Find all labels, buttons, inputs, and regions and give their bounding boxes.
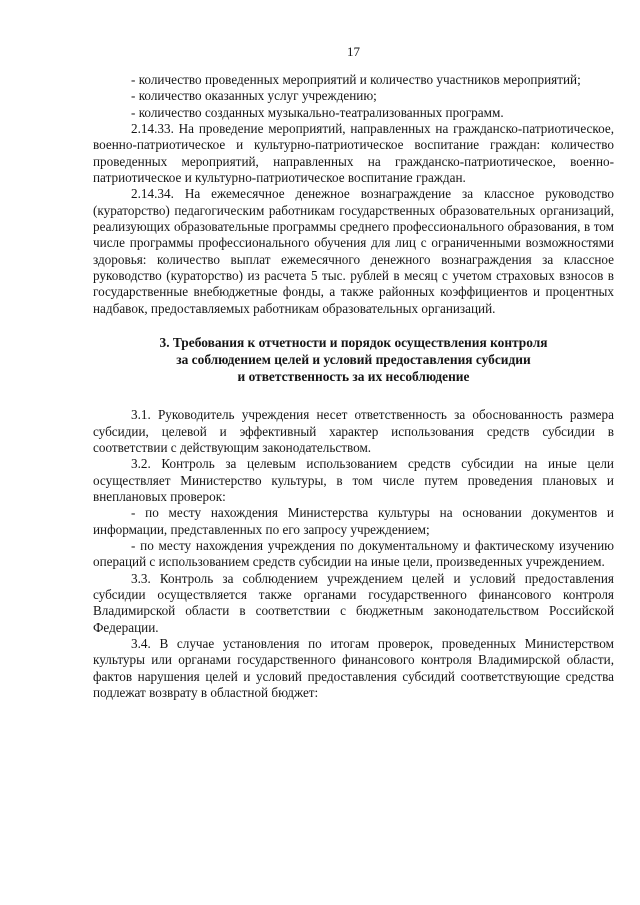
section-3-heading-line-2: за соблюдением целей и условий предоставления субсидии bbox=[176, 352, 531, 368]
paragraph-3-2-item-ministry: - по месту нахождения Министерства культуры на основании документов и информации, представленных по его запросу учреждением; bbox=[93, 505, 614, 537]
paragraph-services-count: - количество оказанных услуг учреждению; bbox=[131, 88, 377, 104]
paragraph-2-14-33: 2.14.33. На проведение мероприятий, направленных на гражданско-патриотическое, военно-патриотическое и культурно-патриотическое воспитание граждан: количество проведенных мероприятий, направленных на гражданско-патриотическое, военно-патриотическое и культурно-патриотическое воспитание граждан. bbox=[93, 121, 614, 186]
section-3-heading-line-3: и ответственность за их несоблюдение bbox=[237, 369, 470, 385]
paragraph-programs-count: - количество созданных музыкально-театрализованных программ. bbox=[131, 104, 504, 120]
paragraph-3-2: 3.2. Контроль за целевым использованием средств субсидии на иные цели осуществляет Министерство культуры, в том числе путем проведения плановых и внеплановых проверок: bbox=[93, 456, 614, 504]
section-3-heading-line-1: 3. Требования к отчетности и порядок осуществления контроля bbox=[159, 335, 548, 351]
paragraph-3-4: 3.4. В случае установления по итогам проверок, проведенных Министерством культуры или органами государственного финансового контроля Владимирской области, фактов нарушения целей и условий предоставления субсидий соответствующие средства подлежат возврату в областной бюджет: bbox=[93, 635, 614, 700]
paragraph-2-14-34: 2.14.34. На ежемесячное денежное вознаграждение за классное руководство (кураторство) педагогическим работникам государственных образовательных организаций, реализующих образовательные программы среднего профессионального образования, в том числе программы профессионального обучения для лиц с ограниченными возможностями здоровья: количество выплат ежемесячного денежного вознаграждения за классное руководство (кураторство) из расчета 5 тыс. рублей в месяц с учетом страховых взносов в государственные внебюджетные фонды, а также районных коэффициентов и процентных надбавок, предоставляемых работникам образовательных организаций. bbox=[93, 186, 614, 316]
paragraph-participants-count: - количество проведенных мероприятий и количество участников мероприятий; bbox=[131, 72, 581, 87]
document-body bbox=[93, 72, 614, 701]
paragraph-3-1: 3.1. Руководитель учреждения несет ответственность за обоснованность размера субсидии, целевой и эффективный характер использования средств субсидии в соответствии с действующим законодательством. bbox=[93, 407, 614, 455]
section-3-heading bbox=[93, 334, 614, 385]
paragraph-3-3: 3.3. Контроль за соблюдением учреждением целей и условий предоставления субсидии осуществляется также органами государственного финансового контроля Владимирской области в соответствии с бюджетным законодательством Российской Федерации. bbox=[93, 570, 614, 635]
page-number: 17 bbox=[347, 44, 360, 59]
paragraph-3-2-item-institution: - по месту нахождения учреждения по документальному и фактическому изучению операций с использованием средств субсидии на иные цели, произведенных учреждением. bbox=[93, 537, 614, 570]
